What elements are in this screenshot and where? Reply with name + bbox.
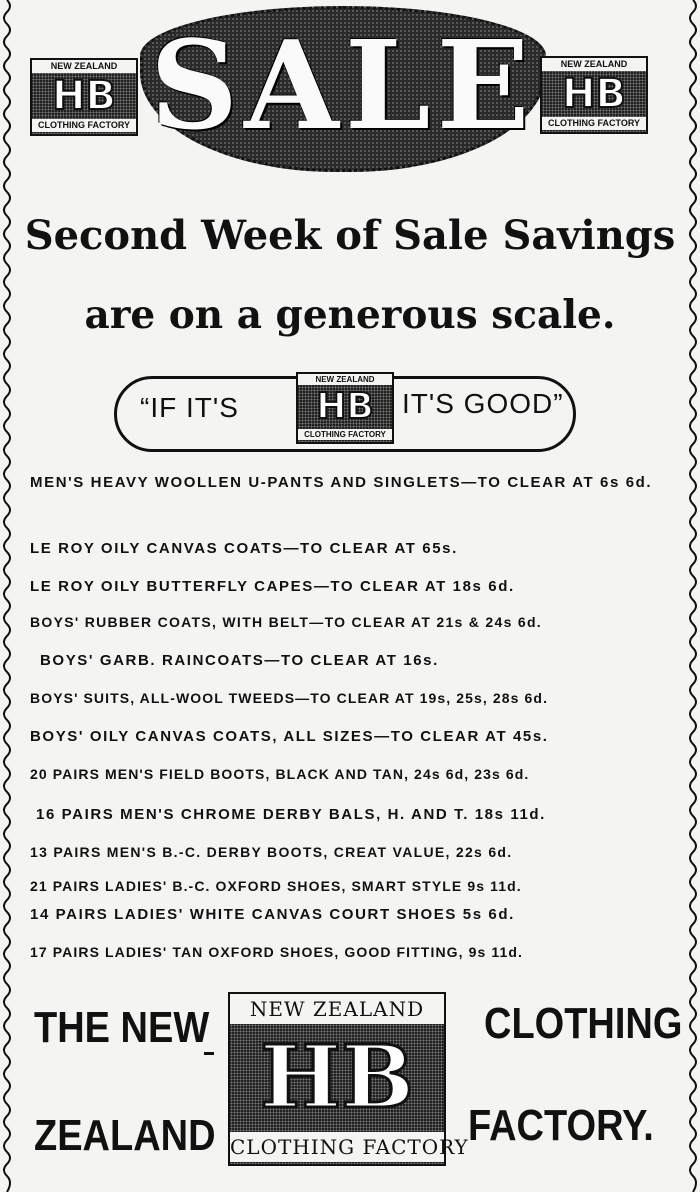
logo-monogram: HB bbox=[316, 386, 374, 427]
motto-right-text: IT'S GOOD” bbox=[402, 388, 564, 419]
list-item: BOYS' GARB. RAINCOATS—TO CLEAR AT 16s. bbox=[40, 652, 439, 669]
list-item: LE ROY OILY CANVAS COATS—TO CLEAR AT 65s. bbox=[30, 540, 458, 557]
footer-dash bbox=[204, 1052, 214, 1055]
logo-top-text: NEW ZEALAND bbox=[32, 60, 136, 73]
left-border-decoration bbox=[0, 0, 14, 1192]
list-item: 14 PAIRS LADIES' WHITE CANVAS COURT SHOES 5s 6d. bbox=[30, 906, 515, 923]
logo-top-text: NEW ZEALAND bbox=[230, 994, 444, 1024]
headline-line-2: are on a generous scale. bbox=[84, 292, 616, 338]
footer-text-zealand: ZEALAND bbox=[34, 1112, 216, 1161]
list-item: LE ROY OILY BUTTERFLY CAPES—TO CLEAR AT 18s 6d. bbox=[30, 578, 515, 595]
hb-logo-left bbox=[30, 58, 138, 136]
footer-text-factory: FACTORY. bbox=[468, 1102, 654, 1151]
logo-bottom-text: CLOTHING FACTORY bbox=[230, 1132, 444, 1162]
list-item: BOYS' OILY CANVAS COATS, ALL SIZES—TO CLEAR AT 45s. bbox=[30, 728, 549, 745]
list-item: 17 PAIRS LADIES' TAN OXFORD SHOES, GOOD FITTING, 9s 11d. bbox=[30, 944, 524, 960]
logo-top-text: NEW ZEALAND bbox=[298, 374, 392, 385]
right-border-decoration bbox=[686, 0, 700, 1192]
logo-monogram: HB bbox=[52, 73, 116, 119]
list-item: BOYS' RUBBER COATS, WITH BELT—TO CLEAR AT 21s & 24s 6d. bbox=[30, 614, 542, 630]
logo-monogram: HB bbox=[260, 1027, 414, 1128]
hb-logo-right bbox=[540, 56, 648, 134]
list-item: MEN'S HEAVY WOOLLEN U-PANTS AND SINGLETS—TO CLEAR AT 6s 6d. bbox=[30, 474, 653, 491]
list-item: 21 PAIRS LADIES' B.-C. OXFORD SHOES, SMART STYLE 9s 11d. bbox=[30, 878, 522, 894]
list-item: 20 PAIRS MEN'S FIELD BOOTS, BLACK AND TAN, 24s 6d, 23s 6d. bbox=[30, 766, 530, 782]
list-item: 16 PAIRS MEN'S CHROME DERBY BALS, H. AND T. 18s 11d. bbox=[36, 806, 546, 823]
headline-line-1: Second Week of Sale Savings bbox=[24, 212, 676, 259]
footer-text-clothing: CLOTHING bbox=[484, 1000, 683, 1049]
list-item: 13 PAIRS MEN'S B.-C. DERBY BOOTS, CREAT VALUE, 22s 6d. bbox=[30, 844, 513, 860]
hb-logo-footer bbox=[228, 992, 469, 1166]
logo-monogram: HB bbox=[562, 71, 626, 117]
footer-text-the-new: THE NEW bbox=[34, 1004, 210, 1053]
hb-logo-motto bbox=[296, 372, 394, 444]
sale-title: SALE bbox=[150, 13, 536, 157]
list-item: BOYS' SUITS, ALL-WOOL TWEEDS—TO CLEAR AT 19s, 25s, 28s 6d. bbox=[30, 690, 549, 706]
logo-top-text: NEW ZEALAND bbox=[542, 58, 646, 71]
motto-left-text: “IF IT'S bbox=[140, 392, 239, 423]
logo-bottom-text: CLOTHING FACTORY bbox=[32, 119, 136, 132]
logo-bottom-text: CLOTHING FACTORY bbox=[542, 117, 646, 130]
logo-bottom-text: CLOTHING FACTORY bbox=[298, 429, 392, 440]
